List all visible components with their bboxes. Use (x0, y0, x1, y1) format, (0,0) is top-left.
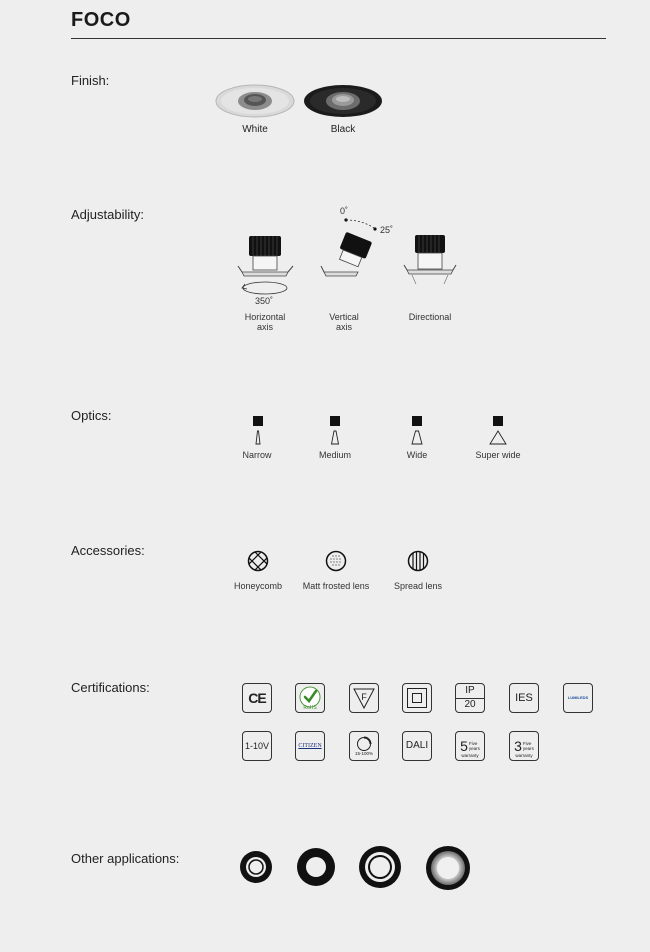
f-mark-text: F (361, 692, 367, 702)
small-trim-ring-icon (239, 850, 273, 884)
white-downlight-icon (214, 82, 296, 120)
page-title: FOCO (71, 9, 131, 31)
citizen-icon: CITIZEN (295, 731, 325, 761)
optics-label: Optics: (71, 408, 112, 423)
lumileds-icon: LUMILEDS (563, 683, 593, 713)
vertical-caption-line2: axis (335, 322, 352, 332)
warranty-3-number: 3 (514, 738, 522, 754)
certifications-label: Certifications: (71, 680, 150, 695)
accessory-spread-lens-caption: Spread lens (393, 581, 443, 591)
optics-medium-caption: Medium (318, 450, 351, 460)
optics-super-wide-caption: Super wide (475, 450, 521, 460)
other-applications-label: Other applications: (71, 851, 180, 866)
finish-white-caption: White (242, 124, 268, 135)
finish-label: Finish: (71, 73, 110, 88)
accessories-label: Accessories: (71, 543, 145, 558)
class-ii-icon (402, 683, 432, 713)
horizontal-angle: 350˚ (254, 296, 273, 306)
dimming-dial-icon (355, 736, 373, 752)
black-downlight-icon (302, 82, 384, 120)
horizontal-axis-luminaire-icon (236, 232, 296, 300)
warranty-5-line1: Five (468, 740, 478, 746)
ip-rating-text: 20 (464, 699, 476, 711)
finish-black-caption: Black (330, 124, 356, 135)
super-wide-square-icon (493, 416, 503, 426)
rohs-text: RoHS (303, 705, 317, 711)
horizontal-caption-line2: axis (256, 322, 273, 332)
dimming-range-icon: 15-100% (349, 731, 379, 761)
honeycomb-icon (247, 550, 269, 572)
rohs-icon (295, 683, 325, 713)
class-ii-inner-square (412, 693, 422, 703)
medium-square-icon (330, 416, 340, 426)
super-wide-beam-icon (489, 430, 507, 446)
1-10v-icon: 1-10V (242, 731, 272, 761)
matt-frosted-lens-icon (325, 550, 347, 572)
rohs-check-icon (297, 685, 323, 711)
five-year-warranty-icon (455, 731, 485, 761)
ce-mark-icon: CE (242, 683, 272, 713)
adjustability-label: Adjustability: (71, 207, 144, 222)
accessory-matt-frosted-lens-caption: Matt frosted lens (302, 581, 370, 591)
f-triangle-icon (351, 685, 377, 711)
horizontal-caption-line1: Horizontal (244, 312, 286, 322)
class-ii-outer-square (407, 688, 427, 708)
three-year-warranty-icon (509, 731, 539, 761)
tilt-end-angle: 25˚ (380, 225, 394, 235)
f-mark-icon (349, 683, 379, 713)
tilt-start-angle: 0˚ (340, 206, 349, 216)
warranty-5-number: 5 (460, 738, 468, 754)
double-ring-trim-icon (358, 845, 402, 889)
warranty-3-line3: warranty (515, 753, 533, 758)
ip20-icon (455, 683, 485, 713)
optics-narrow-caption: Narrow (242, 450, 272, 460)
ip-text: IP (456, 684, 484, 699)
spread-lens-icon (407, 550, 429, 572)
narrow-square-icon (253, 416, 263, 426)
ies-icon: IES (509, 683, 539, 713)
vertical-axis-luminaire-icon (318, 214, 382, 284)
narrow-beam-icon (252, 430, 264, 446)
warranty-5-line3: warranty (461, 753, 479, 758)
wide-black-trim-icon (296, 847, 336, 887)
optics-wide-caption: Wide (406, 450, 428, 460)
accessory-honeycomb-caption: Honeycomb (233, 581, 283, 591)
warranty-5-line2: years (468, 746, 480, 751)
dali-icon: DALI (402, 731, 432, 761)
warranty-3-line1: Five (522, 740, 532, 746)
wide-beam-icon (410, 430, 424, 446)
wide-square-icon (412, 416, 422, 426)
warranty-3-line2: years (522, 746, 534, 751)
gradient-reflector-trim-icon (425, 845, 471, 891)
vertical-caption-line1: Vertical (329, 312, 359, 322)
medium-beam-icon (329, 430, 341, 446)
directional-caption: Directional (408, 312, 452, 322)
title-divider (71, 38, 606, 39)
directional-luminaire-icon (402, 232, 458, 286)
